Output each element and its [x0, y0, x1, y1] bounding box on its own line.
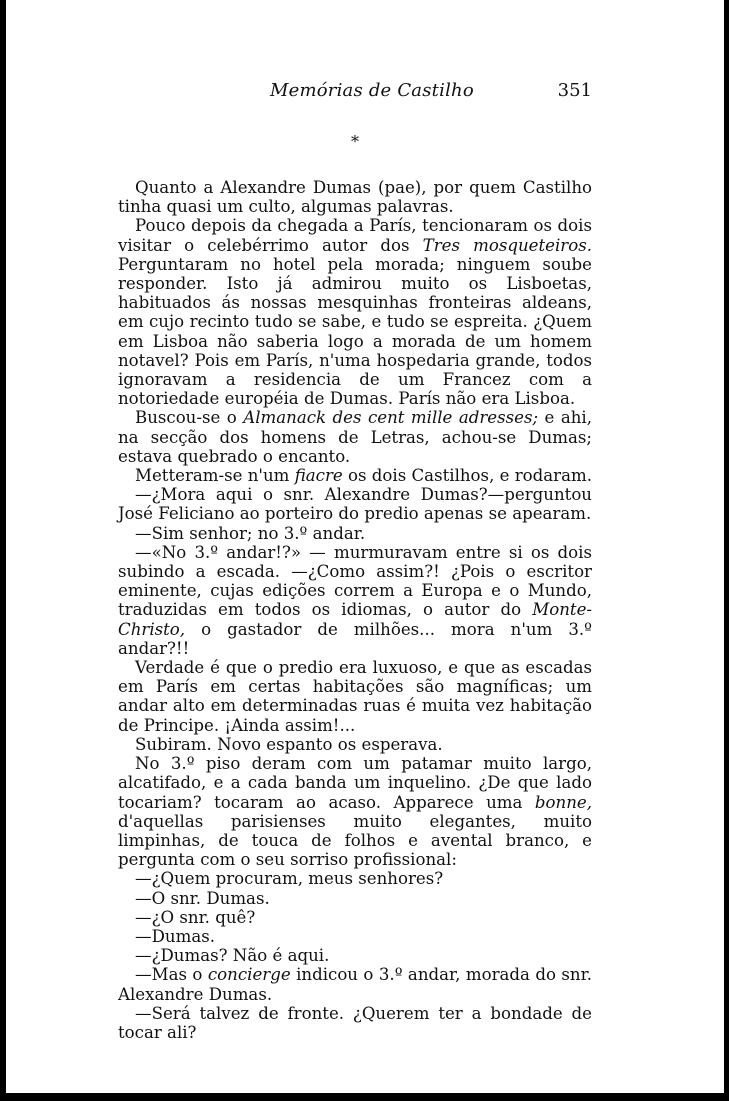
text-run: Pouco depois da chegada a París, tencionaram os dois visitar o celebérrimo autor dos — [118, 216, 592, 255]
paragraph — [118, 927, 592, 946]
paragraph — [118, 543, 592, 658]
text-run: Buscou-se o — [135, 408, 244, 428]
paragraph — [118, 908, 592, 927]
text-run: Metteram-se n'um — [135, 466, 295, 486]
text-run: —Mas o — [135, 965, 208, 985]
text-run: Perguntaram no hotel pela morada; ninguem soube responder. Isto já admirou muito os Lisboetas, habituados ás nossas mesquinhas fronteiras aldeans, em cujo recinto tudo se sabe, e tudo se espreita. ¿Quem em Lisboa não saberia logo a morada de um homem notavel? Pois em París, n'uma hospedaria grande, todos ignoravam a residencia de um Francez com a notoriedade européia de Dumas. París não era Lisboa. — [118, 254, 592, 409]
paragraph — [118, 216, 592, 408]
paragraph — [118, 889, 592, 908]
paragraph — [118, 1004, 592, 1042]
italic-text: fiacre — [294, 466, 343, 486]
text-run: —Dumas. — [135, 926, 216, 946]
text-run: —«No 3.º andar!?» — murmuravam entre si os dois subindo a escada. —¿Como assim?! ¿Pois o escritor eminente, cujas edições correm a Europa e o Mundo, traduzidas em todos os idiomas, o autor do — [118, 542, 592, 620]
italic-text: bonne, — [534, 792, 592, 812]
paragraph — [118, 735, 592, 754]
paragraph — [118, 524, 592, 543]
page-header — [118, 74, 592, 104]
text-run: —O snr. Dumas. — [135, 888, 270, 908]
text-run: os dois Castilhos, e rodaram. — [342, 466, 592, 486]
italic-text: Almanack des cent mille adresses; — [243, 408, 539, 428]
italic-text: Tres mosqueteiros. — [422, 235, 592, 255]
text-run: indicou o 3.º andar, morada do snr. Alexandre Dumas. — [118, 965, 592, 1004]
paragraph — [118, 408, 592, 466]
text-run: Verdade é que o predio era luxuoso, e que as escadas em París em certas habitações são magníficas; um andar alto em determinadas ruas é muita vez habitação de Principe. ¡Ainda assim!... — [118, 658, 592, 735]
text-run: —¿Mora aqui o snr. Alexandre Dumas?—perguntou José Feliciano ao porteiro do predio apenas se apearam. — [118, 485, 592, 524]
paragraph — [118, 178, 592, 216]
italic-text: concierge — [207, 965, 291, 985]
body-text — [118, 178, 592, 1042]
paragraph — [118, 466, 592, 485]
text-run: —Será talvez de fronte. ¿Querem ter a bondade de tocar ali? — [118, 1003, 592, 1042]
paragraph — [118, 485, 592, 523]
text-run: o gastador de milhões... mora n'um 3.º andar?!! — [118, 619, 592, 658]
running-head: Memórias de Castilho — [270, 80, 474, 101]
book-page — [118, 74, 592, 1042]
paragraph — [118, 754, 592, 869]
page-number: 351 — [557, 80, 592, 101]
text-run: —¿Dumas? Não é aqui. — [135, 946, 330, 966]
text-run: d'aquellas parisienses muito elegantes, muito limpinhas, de touca de folhos e avental branco, e pergunta com o seu sorriso profissional: — [118, 811, 592, 870]
text-run: —¿Quem procuram, meus senhores? — [135, 869, 444, 889]
paragraph — [118, 658, 592, 735]
text-run: —¿O snr. quê? — [135, 907, 256, 927]
text-run: Quanto a Alexandre Dumas (pae), por quem Castilho tinha quasi um culto, algumas palavras. — [118, 178, 592, 217]
text-run: No 3.º piso deram com um patamar muito largo, alcatifado, e a cada banda um inquelino. ¿De que lado tocariam? tocaram ao acaso. Apparece uma — [118, 754, 592, 812]
text-run: e ahi, na secção dos homens de Letras, achou-se Dumas; estava quebrado o encanto. — [118, 408, 592, 466]
section-ornament: * — [351, 132, 359, 151]
paragraph — [118, 869, 592, 888]
paragraph — [118, 946, 592, 965]
italic-text: Monte-Christo, — [118, 600, 592, 639]
text-run: Subiram. Novo espanto os esperava. — [135, 734, 443, 754]
text-run: —Sim senhor; no 3.º andar. — [135, 523, 366, 543]
paragraph — [118, 965, 592, 1003]
